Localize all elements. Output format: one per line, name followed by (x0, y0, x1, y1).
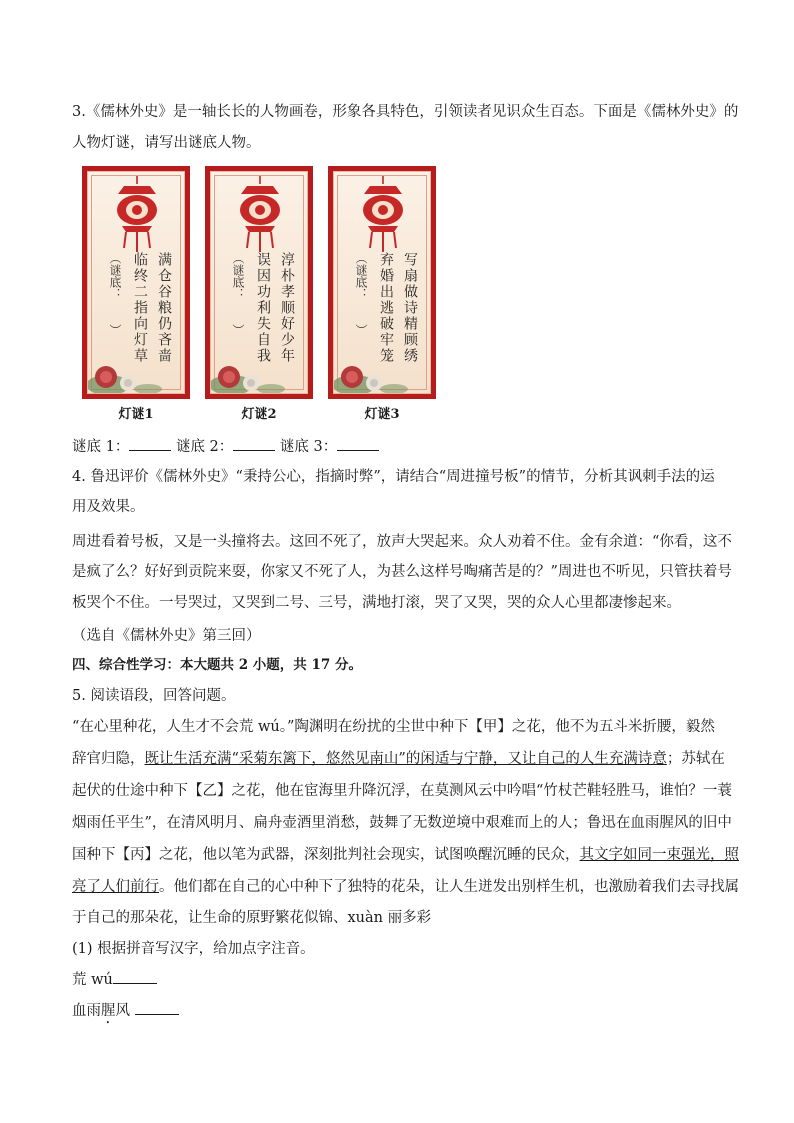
lantern-icon (235, 176, 285, 254)
answer-1-blank[interactable] (129, 450, 171, 451)
q5-passage-line4: 烟雨任平生”，在清风明月、扁舟壶酒里消愁，鼓舞了无数逆境中艰难而上的人；鲁迅在血雨腥风的旧中 (72, 815, 732, 831)
q4-line2: 用及效果。 (72, 499, 145, 515)
riddle-caption-2: 灯谜2 (241, 407, 277, 422)
q5-passage-line5: 国种下【丙】之花，他以笔为武器，深刻批判社会现实，试图唤醒沉睡的民众，其文字如同一束强光，照 (72, 847, 739, 863)
riddle-2-line2: 误因功利失自我 (255, 252, 271, 364)
q4-passage-line1: 周进看着号板，又是一头撞将去。这回不死了，放声大哭起来。众人劝着不住。金有余道：“你看，这不 (72, 534, 732, 550)
answer-3-label: 谜底 3： (279, 439, 338, 455)
riddle-3-line2: 弃婚出逃破牢笼 (378, 252, 394, 364)
peony-flower-icon (211, 347, 308, 393)
q5-passage-line1: “在心里种花，人生才不会荒 wú。”陶渊明在纷扰的尘世中种下【甲】之花，他不为五斗米折腰，毅然 (72, 719, 715, 735)
riddle-card-3 (328, 166, 436, 399)
underlined-sentence-1: 既让生活充满“采菊东篱下，悠然见南山”的闲适与宁静，又让自己的人生充满诗意 (144, 751, 667, 767)
q5-item1: 荒 wú (72, 970, 732, 990)
underlined-sentence-2-cont: 亮了人们前行 (72, 879, 159, 895)
riddle-card-2 (205, 166, 313, 399)
riddle-caption-1: 灯谜1 (118, 407, 154, 422)
riddle-card-1 (82, 166, 190, 399)
section-4-title: 四、综合性学习：本大题共 2 小题，共 17 分。 (72, 657, 362, 673)
riddle-3-hint: （谜底： ） (354, 252, 368, 336)
q4-passage-line2: 是疯了么？好好到贡院来耍，你家又不死了人，为甚么这样号啕痛苦是的？”周进也不听见，只管扶着号 (72, 564, 732, 580)
answer-2-blank[interactable] (233, 450, 275, 451)
q4-passage-line3: 板哭个不住。一号哭过，又哭到二号、三号，满地打滚，哭了又哭，哭的众人心里都凄惨起来。 (72, 595, 681, 611)
peony-flower-icon (334, 347, 431, 393)
q3-line1: 3.《儒林外史》是一轴长长的人物画卷，形象各具特色，引领读者见识众生百态。下面是《儒林外史》的 (72, 104, 739, 120)
answers-line (72, 437, 732, 457)
riddle-2-hint: （谜底： ） (231, 252, 245, 336)
riddle-2-line1: 淳朴孝顺好少年 (279, 252, 295, 364)
peony-flower-icon (88, 347, 185, 393)
lantern-icon (358, 176, 408, 254)
answer-1-label: 谜底 1： (72, 439, 130, 455)
q5-line1: 5. 阅读语段，回答问题。 (72, 688, 236, 704)
q5-passage-line3: 起伏的仕途中种下【乙】之花，他在宦海里升降沉浮，在莫测风云中吟唱“竹杖芒鞋轻胜马，谁怕？一蓑 (72, 783, 732, 799)
q5-item2: 血雨腥风 (72, 1001, 732, 1027)
riddle-1-line1: 满仓谷粮仍吝啬 (156, 252, 172, 364)
answer-2-label: 谜底 2： (175, 439, 234, 455)
q3-line2: 人物灯谜，请写出谜底人物。 (72, 135, 261, 151)
item1-blank[interactable] (113, 983, 157, 984)
riddle-1-hint: （谜底： ） (108, 252, 122, 336)
q4-line1: 4. 鲁迅评价《儒林外史》“秉持公心，指摘时弊”，请结合“周进撞号板”的情节，分析其讽刺手法的运 (72, 469, 715, 485)
lantern-icon (112, 176, 162, 254)
dotted-char: 腥 (101, 1003, 116, 1019)
q4-source: （选自《儒林外史》第三回） (72, 628, 261, 644)
q5-passage-line2: 辞官归隐，既让生活充满“采菊东篱下，悠然见南山”的闲适与宁静，又让自己的人生充满诗意；苏轼在 (72, 751, 725, 767)
underlined-sentence-2: 其文字如同一束强光，照 (579, 847, 739, 863)
item2-blank[interactable] (135, 1014, 179, 1015)
riddle-3-line1: 写扇做诗精顾绣 (402, 252, 418, 364)
q5-passage-line7: 于自己的那朵花，让生命的原野繁花似锦、xuàn 丽多彩 (72, 910, 432, 926)
answer-3-blank[interactable] (337, 450, 379, 451)
q5-sub1: (1) 根据拼音写汉字，给加点字注音。 (72, 941, 315, 957)
riddle-1-line2: 临终二指向灯草 (132, 252, 148, 364)
q5-passage-line6: 亮了人们前行。他们都在自己的心中种下了独特的花朵，让人生迸发出别样生机，也激励着我们去寻找属 (72, 879, 739, 895)
riddle-caption-3: 灯谜3 (364, 407, 400, 422)
